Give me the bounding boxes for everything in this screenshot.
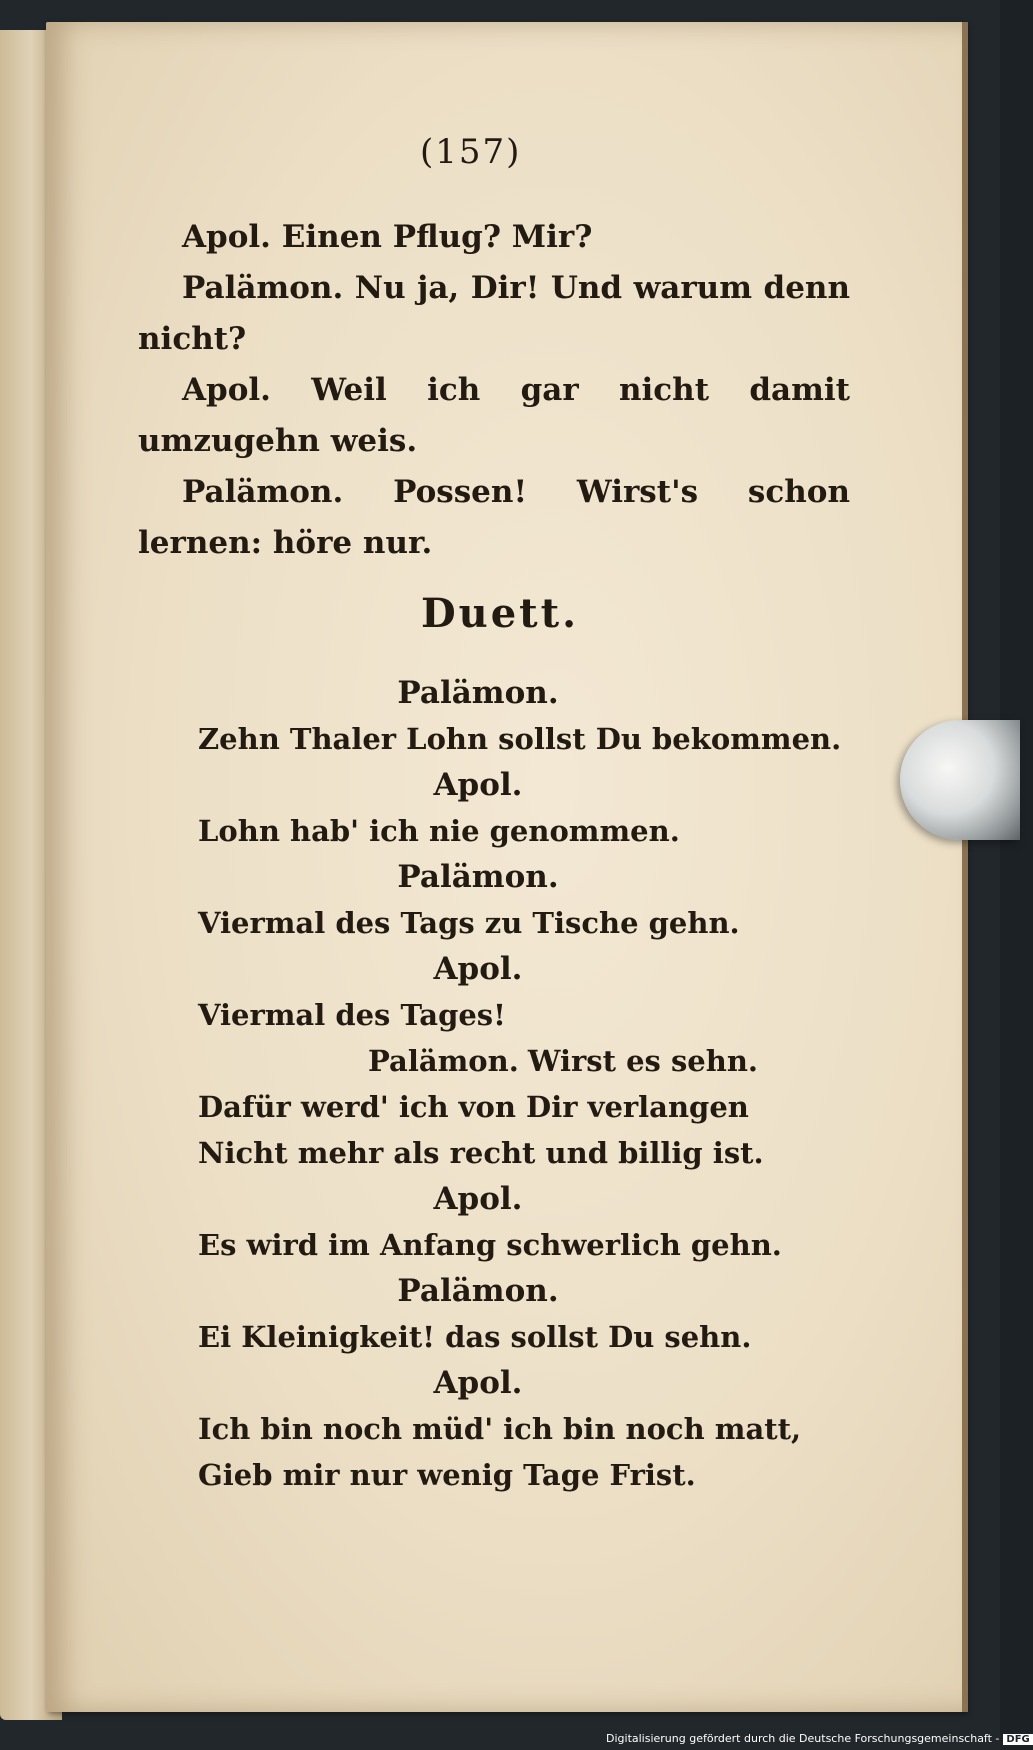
page-clip	[900, 720, 1020, 840]
verse-line: Ich bin noch müd' ich bin noch matt,	[198, 1412, 802, 1446]
verse-line: Dafür werd' ich von Dir verlangen	[198, 1090, 749, 1124]
speaker-label: Apol.	[433, 767, 523, 803]
prose-block	[138, 212, 850, 569]
speaker-label: Palämon.	[368, 1044, 519, 1078]
speaker-inline-line	[198, 1038, 758, 1084]
prose-paragraph: Apol. Einen Pflug? Mir?	[182, 219, 593, 255]
digitization-credit	[606, 1732, 1033, 1745]
verse-line: Viermal des Tags zu Tische gehn.	[198, 906, 740, 940]
prose-paragraph: Apol. Weil ich gar nicht damit umzugehn weis.	[138, 372, 850, 459]
speaker-label: Palämon.	[397, 675, 559, 711]
speaker-label: Apol.	[433, 1181, 523, 1217]
duet-text	[198, 670, 842, 1498]
credit-text: Digitalisierung gefördert durch die Deutsche Forschungsgemeinschaft -	[606, 1732, 1000, 1745]
verse-line: Nicht mehr als recht und billig ist.	[198, 1136, 764, 1170]
speaker-label: Palämon.	[397, 1273, 559, 1309]
verse-line: Lohn hab' ich nie genommen.	[198, 814, 680, 848]
speaker-label: Apol.	[433, 1365, 523, 1401]
dfg-logo: DFG	[1003, 1734, 1032, 1745]
verse-line: Zehn Thaler Lohn sollst Du bekommen.	[198, 722, 842, 756]
speaker-label: Apol.	[433, 951, 523, 987]
page-number: (157)	[420, 132, 522, 172]
verse-line: Viermal des Tages!	[198, 998, 506, 1032]
page-edge	[962, 22, 968, 1712]
section-heading: Duett.	[420, 590, 580, 637]
verse-line: Ei Kleinigkeit! das sollst Du sehn.	[198, 1320, 752, 1354]
speaker-label: Palämon.	[397, 859, 559, 895]
verse-line: Gieb mir nur wenig Tage Frist.	[198, 1458, 696, 1492]
verse-line: Es wird im Anfang schwerlich gehn.	[198, 1228, 782, 1262]
verse-fragment: Wirst es sehn.	[527, 1044, 758, 1078]
prose-paragraph: Palämon. Nu ja, Dir! Und warum denn nicht?	[138, 270, 850, 357]
prose-paragraph: Palämon. Possen! Wirst's schon lernen: höre nur.	[138, 474, 850, 561]
